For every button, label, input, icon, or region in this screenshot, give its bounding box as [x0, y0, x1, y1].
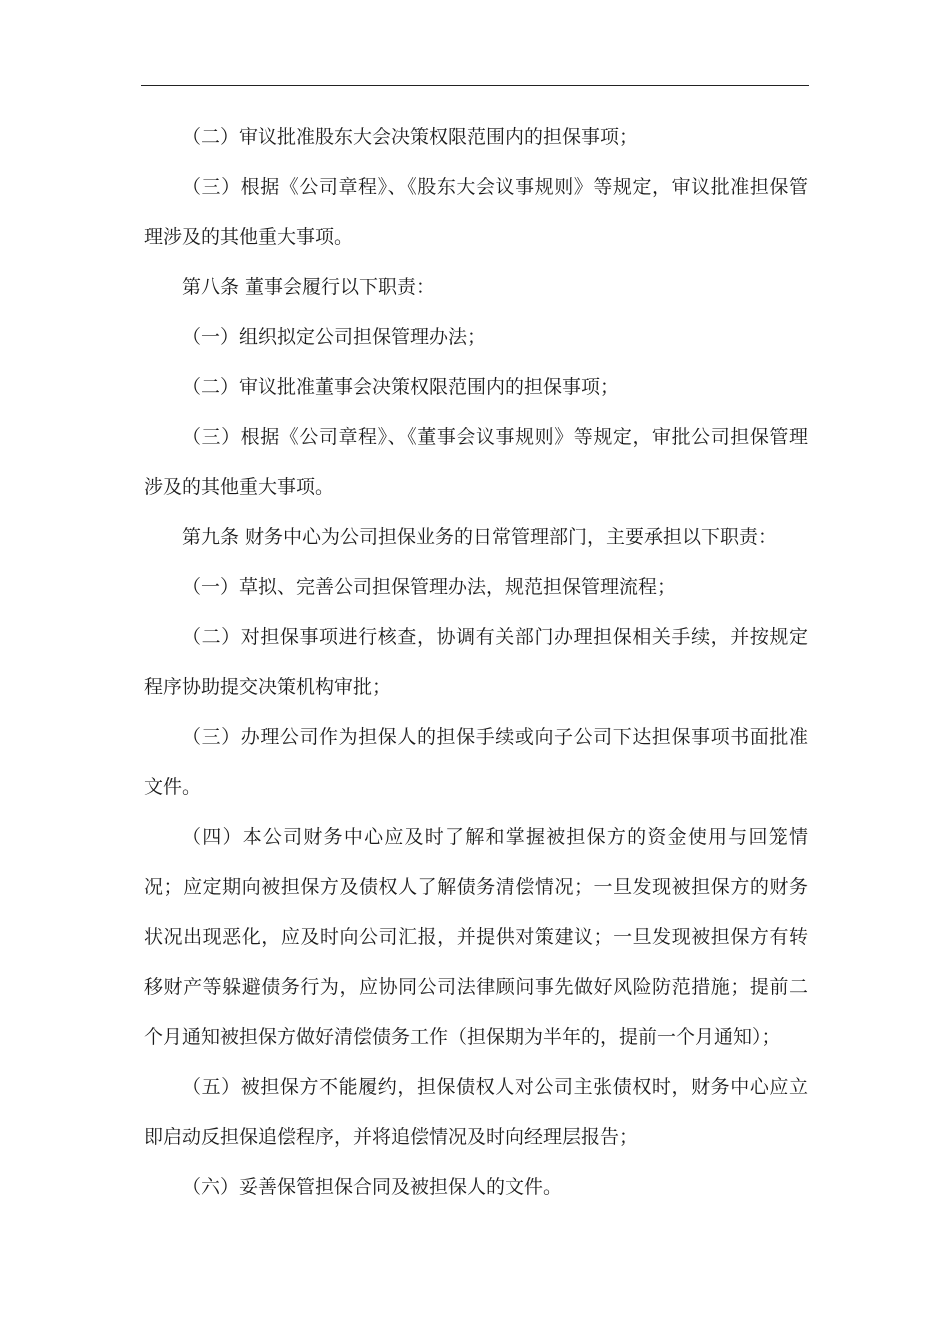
paragraph-shareholders-item-2: （二）审议批准股东大会决策权限范围内的担保事项； — [182, 126, 639, 148]
paragraph-finance-item-5: （五）被担保方不能履约，担保债权人对公司主张债权时，财务中心应立即启动反担保追偿程序，并将追偿情况及时向经理层报告； — [144, 1076, 808, 1148]
paragraph-board-item-1: （一）组织拟定公司担保管理办法； — [182, 326, 487, 348]
paragraph-board-item-2: （二）审议批准董事会决策权限范围内的担保事项； — [182, 376, 620, 398]
paragraph-finance-item-1: （一）草拟、完善公司担保管理办法，规范担保管理流程； — [182, 576, 677, 598]
paragraph-finance-item-2: （二）对担保事项进行核查，协调有关部门办理担保相关手续，并按规定程序协助提交决策机构审批； — [144, 626, 808, 698]
paragraph-finance-item-3: （三）办理公司作为担保人的担保手续或向子公司下达担保事项书面批准文件。 — [144, 726, 808, 798]
header-rule — [141, 85, 809, 86]
document-body — [144, 112, 808, 1212]
article-9-heading: 第九条 财务中心为公司担保业务的日常管理部门，主要承担以下职责： — [182, 526, 778, 548]
paragraph-finance-item-6: （六）妥善保管担保合同及被担保人的文件。 — [182, 1176, 563, 1198]
paragraph-shareholders-item-3: （三）根据《公司章程》、《股东大会议事规则》等规定，审议批准担保管理涉及的其他重大事项。 — [144, 176, 808, 248]
paragraph-finance-item-4: （四）本公司财务中心应及时了解和掌握被担保方的资金使用与回笼情况；应定期向被担保方及债权人了解债务清偿情况；一旦发现被担保方的财务状况出现恶化，应及时向公司汇报，并提供对策建议；一旦发现被担保方有转移财产等躲避债务行为，应协同公司法律顾问事先做好风险防范措施；提前二个月通知被担保方做好清偿债务工作（担保期为半年的，提前一个月通知）； — [144, 826, 808, 1048]
article-8-heading: 第八条 董事会履行以下职责： — [182, 276, 436, 298]
paragraph-board-item-3: （三）根据《公司章程》、《董事会议事规则》等规定，审批公司担保管理涉及的其他重大事项。 — [144, 426, 808, 498]
